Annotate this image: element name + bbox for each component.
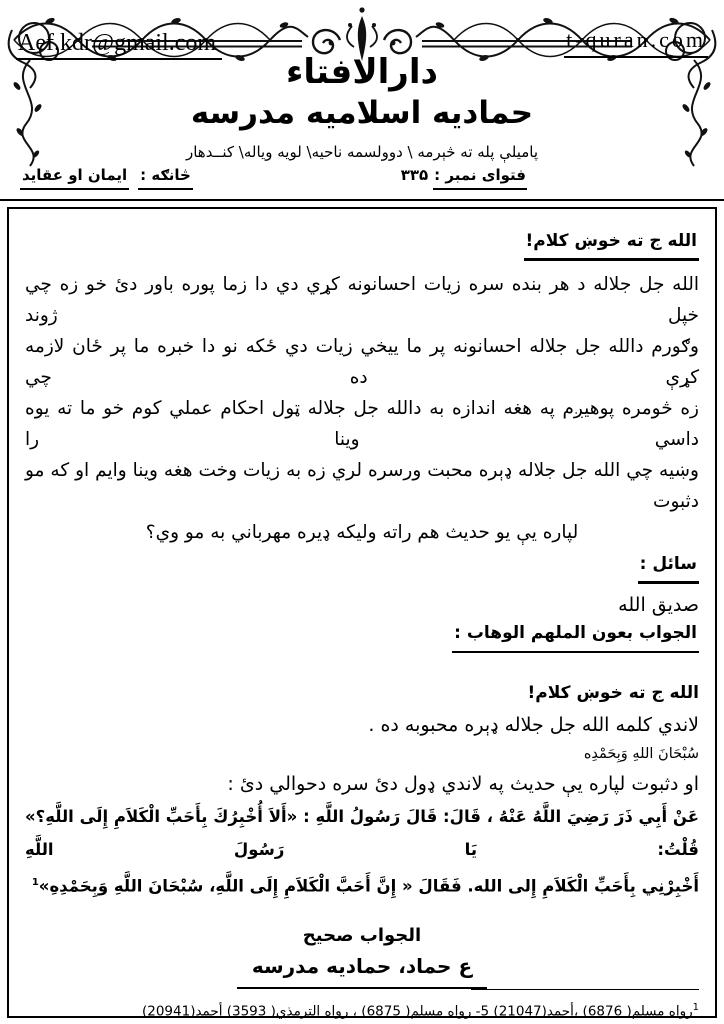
- section-label-title: څانګه :: [138, 166, 193, 190]
- signature-line: [25, 953, 699, 989]
- madrasa-name: حماديه اسلاميه مدرسه: [190, 95, 534, 131]
- hadith-line-2: أَخْبِرْنِي بِأَحَبِّ الْكَلاَمِ إِلى الله. فَقَالَ « إِنَّ أَحَبَّ الْكَلاَمِ إِلَى اللَّهِ، سُبْحَانَ اللَّهِ وَبِحَمْدِهِ»$^1$: [31, 876, 699, 896]
- asker-name: صديق الله: [618, 594, 699, 616]
- question-line: زه څومره پوهيږم په هغه اندازه به دالله جل جلاله ټول احکام عملي کوم خو ما ته يوه داسي وينا را: [25, 398, 699, 450]
- page-title: دارالافتاء: [286, 52, 438, 92]
- footnote-text: رواه مسلم( 6876) ،أحمد(21047) 5- رواه مسلم( 6875) ، رواه الترمذي( 3593) أحمد(20941): [141, 1003, 693, 1019]
- answer-topic-heading: الله ج ته خوښ کلام!: [527, 683, 699, 703]
- question-paragraph: [25, 269, 699, 548]
- tasbih-phrase: سُبْحَانَ اللهِ وَبِحَمْدِه: [583, 746, 699, 762]
- answer-heading: الجواب بعون الملهم الوهاب :: [25, 621, 699, 653]
- verdict-text: الجواب صحيح: [302, 924, 422, 946]
- question-line: الله جل جلاله د هر بنده سره زيات احسانونه کړي دي دا زما پوره باور دئ خو زه چي خپل ژوند: [25, 274, 699, 326]
- content-box: [7, 207, 717, 1018]
- footnote-divider: [471, 989, 699, 990]
- footnote-ref-mark: 1: [31, 877, 39, 888]
- hadith-text: [25, 800, 699, 903]
- address-line: پاميلې پله ته څېرمه \ دوولسمه ناحيه\ لويه وياله\ کنــدهار: [185, 143, 538, 161]
- question-line: وګورم دالله جل جلاله احسانونه پر ما ييخي زيات دي ځکه نو دا خبره ما پر ځان لازمه کړې ده چي: [25, 336, 699, 388]
- signature-text: ع حماد، حماديه مدرسه: [237, 953, 487, 989]
- website-link[interactable]: t-quran.com: [564, 27, 708, 58]
- asker-label: سائل :: [25, 552, 699, 584]
- footnote: [25, 997, 699, 1023]
- question-line: لپاره يې يو حديث هم راته وليکه ډيره مهرباني به مو وي؟: [145, 522, 579, 543]
- question-heading: الله ج ته خوښ کلام!: [25, 229, 699, 261]
- hadith-intro-line: او دثبوت لپاره يې حديث په لاندي ډول دئ سره دحوالي دئ :: [227, 773, 699, 795]
- fatwa-number-label: فتوای نمبر :: [433, 166, 527, 190]
- answer-intro-line: لاندي کلمه الله جل جلاله ډېره محبوبه ده .: [368, 714, 699, 736]
- header-divider: [0, 199, 724, 201]
- fatwa-number: [401, 166, 527, 190]
- footnote-marker: 1: [692, 1001, 699, 1013]
- hadith-line-1: عَنْ أَبِي ذَرَ رَضِيَ اللَّهُ عَنْهُ ، قَالَ: قَالَ رَسُولُ اللَّهِ : «أَلاَ أُخْبِرُكَ بِأَحَبِّ الْكَلاَمِ إِلَى اللَّهِ؟» قُلْتُ: يَا رَسُولَ اللَّهِ: [25, 807, 699, 859]
- section-label: [20, 166, 193, 190]
- email-link[interactable]: Aef.kdr@gmail.com: [16, 30, 222, 60]
- footnote-area: [25, 989, 699, 1024]
- question-line: وښيه چي الله جل جلاله ډېره محبت ورسره لري زه به زيات وخت هغه وينا وايم او که مو دثبوت: [25, 460, 699, 512]
- fatwa-number-value: ۳۳۵: [400, 166, 429, 184]
- section-label-value: ايمان او عقايد: [20, 166, 129, 190]
